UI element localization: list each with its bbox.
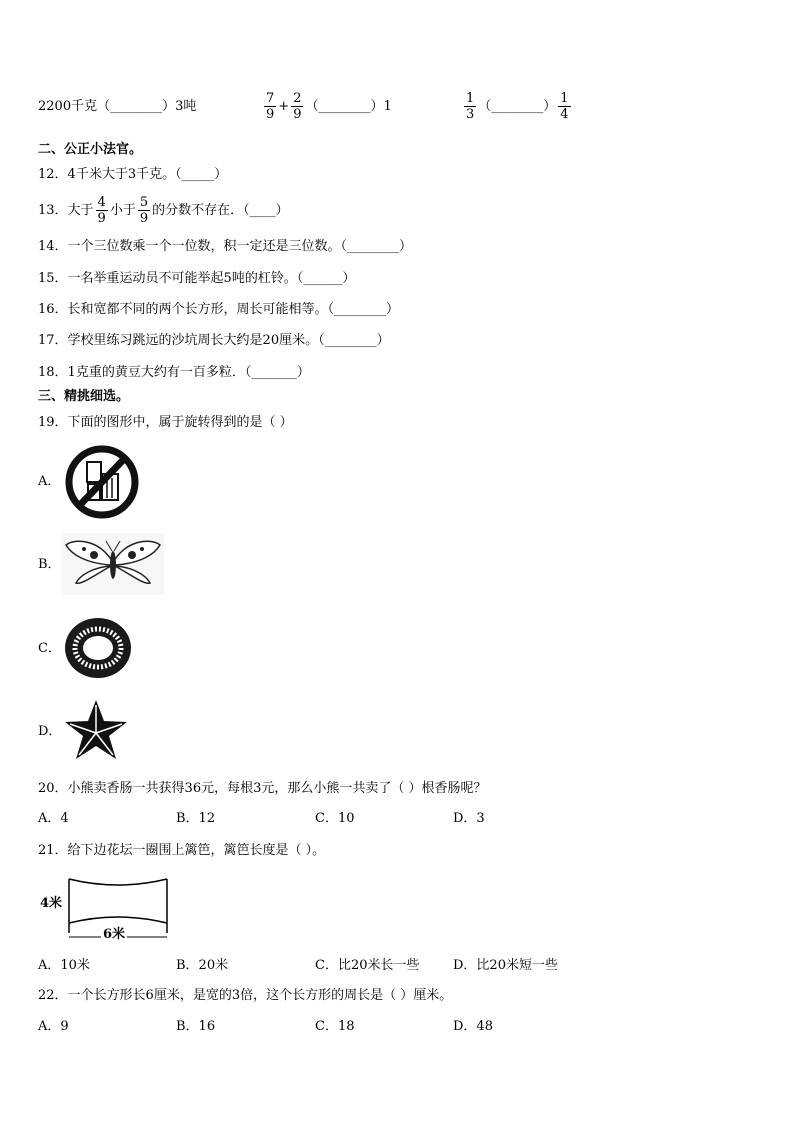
question-22-stem: 22．一个长方形长6厘米，是宽的3倍，这个长方形的周长是（ ）厘米。 xyxy=(38,988,453,1003)
numerator: 7 xyxy=(266,91,275,106)
question-13-suffix: 的分数不存在．（____） xyxy=(152,203,289,218)
q11-item-a xyxy=(38,98,196,116)
denominator: 4 xyxy=(560,107,569,122)
ring-icon xyxy=(62,615,134,681)
question-13-prefix: 13．大于 xyxy=(38,203,94,218)
q11-item-b xyxy=(262,88,392,126)
q22-option-d: D．48 xyxy=(453,1019,493,1034)
q19-option-a-label: A． xyxy=(38,474,61,489)
no-entry-sign-icon xyxy=(62,444,142,520)
denominator: 9 xyxy=(293,107,302,122)
question-19-stem: 19．下面的图形中，属于旋转得到的是（ ） xyxy=(38,415,293,430)
height-label: 4米 xyxy=(40,896,63,911)
section-heading: 三、精挑细选。 xyxy=(38,389,130,404)
q20-option-b: B．12 xyxy=(176,811,216,826)
fraction xyxy=(558,91,570,122)
q21-option-c: C．比20米长一些 xyxy=(315,958,420,973)
numerator: 4 xyxy=(97,195,106,210)
q19-option-c-label: C． xyxy=(38,641,61,656)
question-16: 16．长和宽都不同的两个长方形，周长可能相等。（________） xyxy=(38,302,400,317)
question-20-stem: 20．小熊卖香肠一共获得36元，每根3元，那么小熊一共卖了（ ）根香肠呢？ xyxy=(38,781,487,796)
denominator: 9 xyxy=(97,211,106,226)
q22-option-a: A．9 xyxy=(38,1019,69,1034)
denominator: 9 xyxy=(139,211,149,226)
q11-item-c-text: （________） xyxy=(478,99,557,114)
denominator: 3 xyxy=(466,107,475,122)
question-17: 17．学校里练习跳远的沙坑周长大约是20厘米。（________） xyxy=(38,333,390,348)
q11-item-a-text: 2200千克（________）3吨 xyxy=(38,99,197,114)
question-18: 18．1克重的黄豆大约有一百多粒．（_______） xyxy=(38,365,310,380)
q21-option-d: D．比20米短一些 xyxy=(453,958,558,973)
q22-option-c: C．18 xyxy=(315,1019,355,1034)
q11-item-b-text: （________）1 xyxy=(305,99,392,114)
fraction xyxy=(291,91,303,122)
q22-option-b: B．16 xyxy=(176,1019,216,1034)
plus-sign: + xyxy=(278,99,290,114)
fraction xyxy=(464,91,476,122)
q20-option-d: D．3 xyxy=(453,811,485,826)
question-12: 12．4千米大于3千克。（_____） xyxy=(38,167,228,182)
butterfly-icon xyxy=(62,533,164,595)
star-icon xyxy=(62,697,130,765)
q20-option-a: A．4 xyxy=(38,811,69,826)
numerator: 1 xyxy=(560,91,569,106)
numerator: 1 xyxy=(466,91,475,106)
q11-item-c xyxy=(462,88,573,126)
question-15: 15．一名举重运动员不可能举起5吨的杠铃。（______） xyxy=(38,271,356,286)
width-label: 6米 xyxy=(103,927,126,942)
fraction xyxy=(96,195,108,226)
numerator: 2 xyxy=(293,91,302,106)
q20-option-c: C．10 xyxy=(315,811,355,826)
question-14: 14．一个三位数乘一个一位数，积一定还是三位数。（________） xyxy=(38,239,413,254)
q21-option-b: B．20米 xyxy=(176,958,229,973)
question-21-stem: 21．给下边花坛一圈围上篱笆，篱笆长度是（ ）。 xyxy=(38,843,326,858)
fraction xyxy=(138,195,150,226)
q21-option-a: A．10米 xyxy=(38,958,90,973)
question-13-mid: 小于 xyxy=(109,203,136,218)
denominator: 9 xyxy=(266,107,275,122)
q19-option-d-label: D． xyxy=(38,724,62,739)
numerator: 5 xyxy=(139,195,149,210)
q19-option-b-label: B． xyxy=(38,557,61,572)
section-heading: 二、公正小法官。 xyxy=(38,142,143,157)
fraction xyxy=(264,91,276,122)
question-13 xyxy=(38,192,289,230)
